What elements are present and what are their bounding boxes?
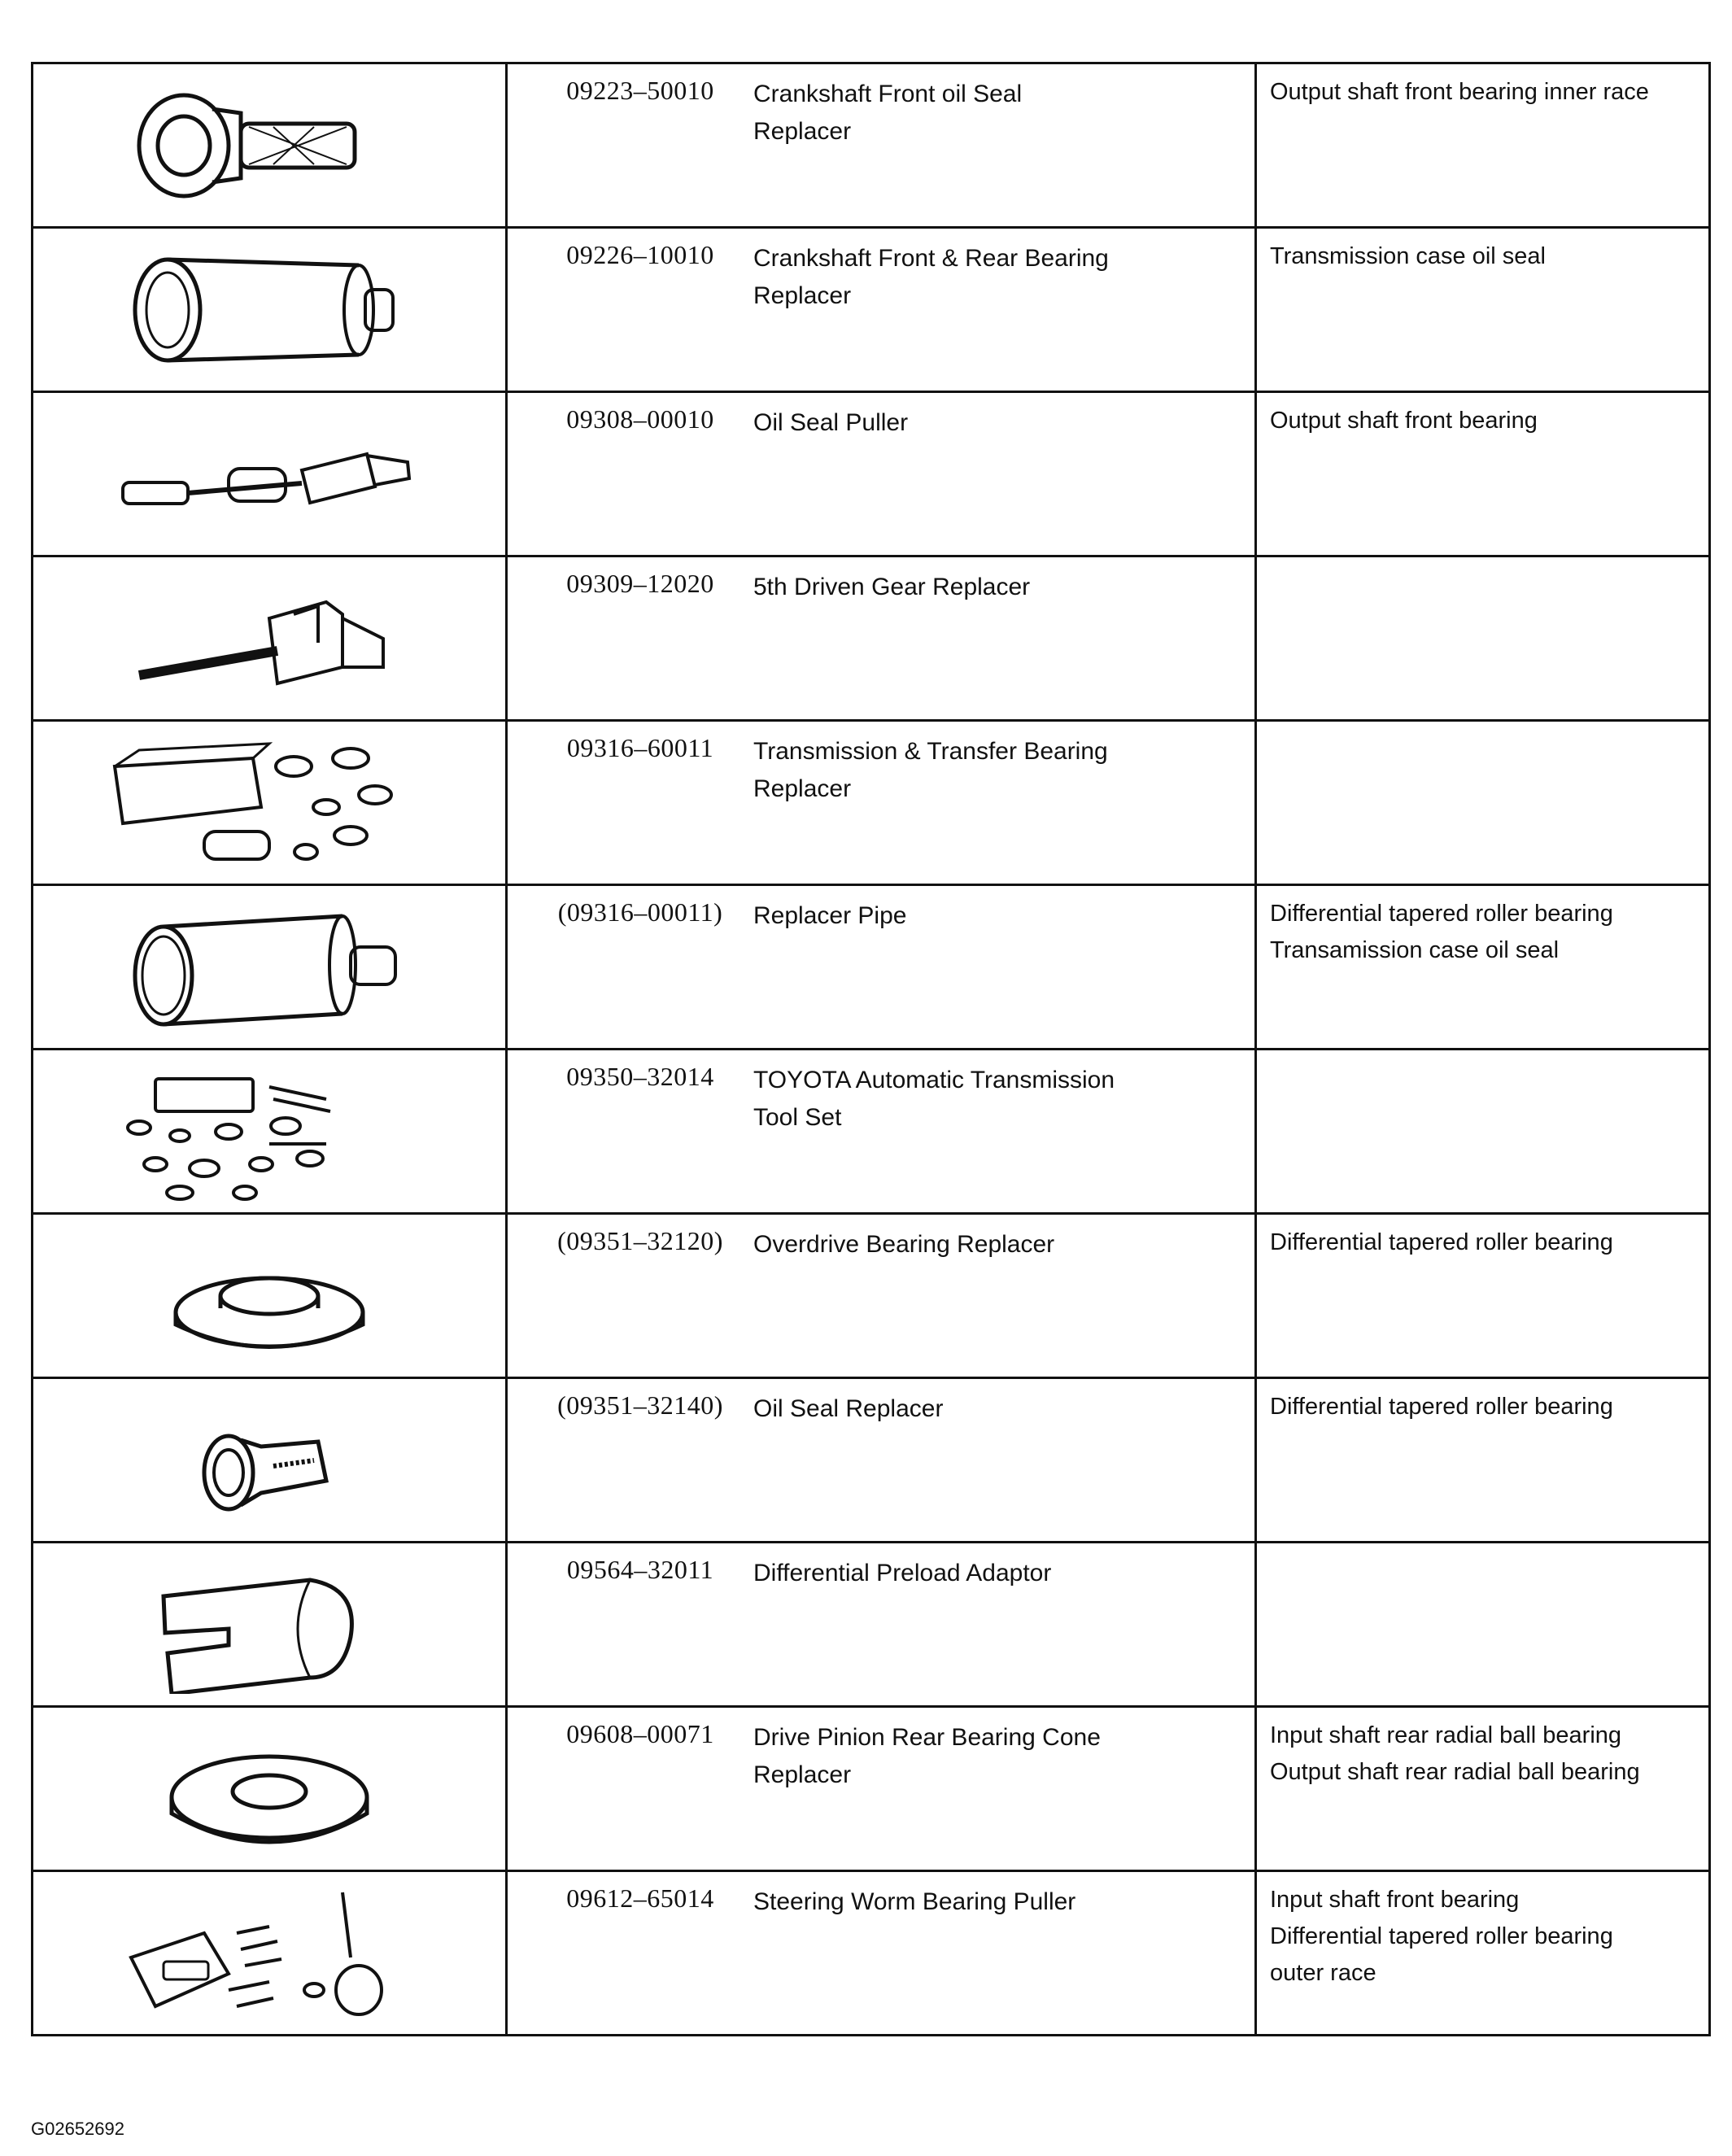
part-name-line: Replacer — [753, 118, 852, 145]
gear-replacer-icon — [33, 557, 505, 719]
part-name — [753, 1555, 1193, 1592]
part-name-line: Differential Preload Adaptor — [753, 1560, 1052, 1586]
part-name-line: Replacer — [753, 1761, 852, 1788]
usage-line: Input shaft front bearing — [1270, 1887, 1520, 1913]
part-name — [753, 569, 1193, 606]
illustration-cell — [33, 721, 507, 885]
usage-line: Transamission case oil seal — [1270, 937, 1560, 963]
table-row — [33, 1707, 1710, 1871]
part-number: 09226–10010 — [566, 240, 714, 269]
part-name-line: 5th Driven Gear Replacer — [753, 574, 1031, 600]
usage-cell — [1256, 63, 1710, 228]
part-cell — [507, 392, 1256, 556]
illustration-cell — [33, 63, 507, 228]
part-name-line: Crankshaft Front & Rear Bearing — [753, 245, 1109, 272]
part-number: 09608–00071 — [566, 1719, 714, 1748]
illustration-cell — [33, 228, 507, 392]
illustration-cell — [33, 1871, 507, 2036]
part-name — [753, 1719, 1193, 1794]
part-name — [753, 1390, 1193, 1428]
usage-line: Differential tapered roller bearing — [1270, 1923, 1613, 1949]
usage-cell — [1256, 721, 1710, 885]
illustration-cell — [33, 1050, 507, 1214]
part-number: 09316–60011 — [566, 733, 714, 762]
usage-line: Differential tapered roller bearing — [1270, 1229, 1613, 1255]
part-number: (09316–00011) — [557, 897, 723, 927]
illustration-cell — [33, 1378, 507, 1543]
part-number: 09564–32011 — [566, 1555, 714, 1584]
part-number: 09308–00010 — [566, 404, 714, 434]
illustration-cell — [33, 1214, 507, 1378]
usage-line: Differential tapered roller bearing — [1270, 1394, 1613, 1420]
table-row — [33, 1871, 1710, 2036]
pinion-bearing-replacer-icon — [33, 1708, 505, 1870]
usage-cell — [1256, 392, 1710, 556]
table-row — [33, 1214, 1710, 1378]
part-number: 09350–32014 — [566, 1062, 714, 1091]
part-name-line: Oil Seal Replacer — [753, 1395, 944, 1422]
illustration-cell — [33, 556, 507, 721]
worm-bearing-puller-icon — [33, 1872, 505, 2034]
part-name-line: Replacer — [753, 282, 852, 309]
transmission-tool-set-icon — [33, 1050, 505, 1212]
part-name-line: Transmission & Transfer Bearing — [753, 738, 1108, 765]
usage-cell — [1256, 1543, 1710, 1707]
part-cell — [507, 1214, 1256, 1378]
illustration-cell — [33, 885, 507, 1050]
part-cell — [507, 1050, 1256, 1214]
part-name-line: Steering Worm Bearing Puller — [753, 1888, 1076, 1915]
usage-line: Input shaft rear radial ball bearing — [1270, 1722, 1622, 1748]
usage-cell — [1256, 1378, 1710, 1543]
part-number: 09612–65014 — [566, 1883, 714, 1913]
part-number: (09351–32140) — [557, 1390, 723, 1420]
replacer-pipe-icon — [33, 886, 505, 1048]
part-cell — [507, 1707, 1256, 1871]
illustration-cell — [33, 1543, 507, 1707]
part-cell — [507, 228, 1256, 392]
seal-replacer-icon — [33, 64, 505, 226]
table-row — [33, 392, 1710, 556]
table-row — [33, 1543, 1710, 1707]
part-name-line: Crankshaft Front oil Seal — [753, 81, 1023, 107]
part-number: 09223–50010 — [566, 76, 714, 105]
part-name — [753, 76, 1193, 151]
table-row — [33, 721, 1710, 885]
usage-cell — [1256, 1214, 1710, 1378]
part-name — [753, 404, 1193, 442]
usage-cell — [1256, 1707, 1710, 1871]
part-cell — [507, 1378, 1256, 1543]
part-cell — [507, 1543, 1256, 1707]
part-name-line: Replacer — [753, 775, 852, 802]
part-number: 09309–12020 — [566, 569, 714, 598]
part-name-line: Overdrive Bearing Replacer — [753, 1231, 1055, 1258]
table-row — [33, 63, 1710, 228]
part-name — [753, 897, 1193, 935]
oil-seal-puller-icon — [33, 393, 505, 555]
table-row — [33, 885, 1710, 1050]
usage-line: Output shaft front bearing — [1270, 408, 1538, 434]
usage-cell — [1256, 885, 1710, 1050]
part-cell — [507, 885, 1256, 1050]
part-cell — [507, 556, 1256, 721]
table-row — [33, 1050, 1710, 1214]
table-row — [33, 1378, 1710, 1543]
usage-cell — [1256, 556, 1710, 721]
bearing-replacer-tube-icon — [33, 229, 505, 391]
figure-id: G02652692 — [31, 2119, 124, 2139]
overdrive-bearing-replacer-icon — [33, 1215, 505, 1377]
preload-adaptor-icon — [33, 1543, 505, 1705]
part-cell — [507, 1871, 1256, 2036]
table-row — [33, 556, 1710, 721]
part-name — [753, 1062, 1193, 1137]
usage-line: Transmission case oil seal — [1270, 243, 1546, 269]
bearing-tool-kit-icon — [33, 722, 505, 884]
part-cell — [507, 63, 1256, 228]
special-tools-table — [31, 62, 1711, 2036]
usage-cell — [1256, 1871, 1710, 2036]
usage-line: Output shaft rear radial ball bearing — [1270, 1759, 1640, 1785]
usage-line: Differential tapered roller bearing — [1270, 901, 1613, 927]
illustration-cell — [33, 392, 507, 556]
part-name — [753, 1883, 1193, 1921]
usage-cell — [1256, 1050, 1710, 1214]
usage-line: Output shaft front bearing inner race — [1270, 79, 1649, 105]
part-name-line: TOYOTA Automatic Transmission — [753, 1067, 1115, 1093]
part-name — [753, 240, 1193, 315]
oil-seal-replacer-icon — [33, 1379, 505, 1541]
illustration-cell — [33, 1707, 507, 1871]
usage-cell — [1256, 228, 1710, 392]
part-cell — [507, 721, 1256, 885]
part-name-line: Tool Set — [753, 1104, 842, 1131]
part-name-line: Drive Pinion Rear Bearing Cone — [753, 1724, 1101, 1751]
part-name-line: Replacer Pipe — [753, 902, 907, 929]
usage-line: outer race — [1270, 1960, 1376, 1986]
part-name — [753, 1226, 1193, 1263]
part-name-line: Oil Seal Puller — [753, 409, 909, 436]
part-name — [753, 733, 1193, 808]
table-row — [33, 228, 1710, 392]
part-number: (09351–32120) — [557, 1226, 723, 1255]
